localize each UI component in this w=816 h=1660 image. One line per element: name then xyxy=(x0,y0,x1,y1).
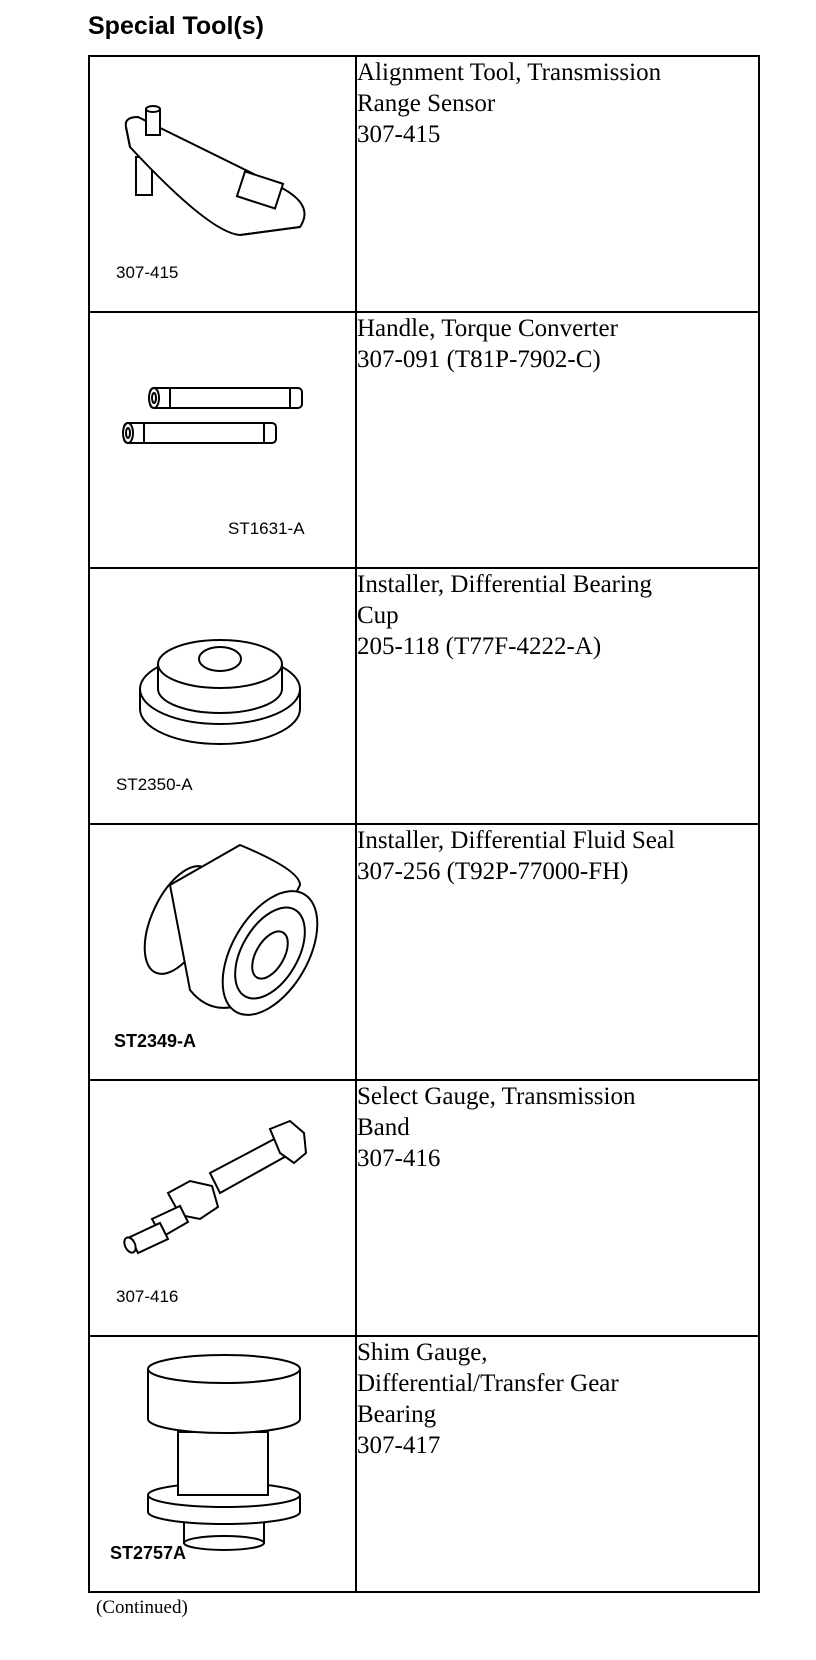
continued-note: (Continued) xyxy=(96,1597,188,1618)
tool-code-label: 307-416 xyxy=(116,1287,179,1306)
tool-description-line: Select Gauge, Transmission xyxy=(357,1083,636,1110)
tool-number: 205-118 (T77F-4222-A) xyxy=(357,633,602,660)
tool-code-label: ST2757A xyxy=(110,1543,187,1563)
tool-row xyxy=(89,56,759,312)
tool-code-label: 307-415 xyxy=(116,263,179,282)
tool-illustration-cell xyxy=(89,56,356,312)
tool-description-line: Bearing xyxy=(357,1401,437,1428)
tool-row xyxy=(89,1336,759,1592)
tool-row xyxy=(89,824,759,1080)
tool-row xyxy=(89,568,759,824)
tool-illustration-cell xyxy=(89,1080,356,1336)
tool-number: 307-415 xyxy=(357,121,441,148)
torque-converter-handle-icon xyxy=(90,313,355,567)
tool-description-line: Alignment Tool, Transmission xyxy=(357,59,662,86)
tool-row xyxy=(89,312,759,568)
tool-description xyxy=(356,1336,759,1592)
tool-number: 307-416 xyxy=(357,1145,441,1172)
tool-description-line: Shim Gauge, xyxy=(357,1339,488,1366)
tool-number: 307-256 (T92P-77000-FH) xyxy=(357,858,629,885)
tool-description xyxy=(356,1080,759,1336)
tool-description-line: Installer, Differential Fluid Seal xyxy=(357,827,675,854)
tool-description-line: Installer, Differential Bearing xyxy=(357,571,652,598)
tool-description-line: Cup xyxy=(357,602,399,629)
special-tools-table xyxy=(88,55,760,1593)
tool-description-line: Band xyxy=(357,1114,410,1141)
tool-code-label: ST1631-A xyxy=(228,519,305,538)
tool-illustration-cell xyxy=(89,312,356,568)
tool-description xyxy=(356,56,759,312)
tool-illustration-cell xyxy=(89,1336,356,1592)
tool-illustration-cell xyxy=(89,568,356,824)
tool-code-label: ST2350-A xyxy=(116,775,193,794)
section-heading: Special Tool(s) xyxy=(88,12,264,40)
tool-illustration-cell xyxy=(89,824,356,1080)
tool-row xyxy=(89,1080,759,1336)
tool-description xyxy=(356,312,759,568)
tool-code-label: ST2349-A xyxy=(114,1031,197,1051)
tool-number: 307-417 xyxy=(357,1432,441,1459)
tool-description xyxy=(356,568,759,824)
tool-description xyxy=(356,824,759,1080)
tool-number: 307-091 (T81P-7902-C) xyxy=(357,346,601,373)
tool-description-line: Differential/Transfer Gear xyxy=(357,1370,619,1397)
tool-description-line: Handle, Torque Converter xyxy=(357,315,618,342)
tool-description-line: Range Sensor xyxy=(357,90,496,117)
